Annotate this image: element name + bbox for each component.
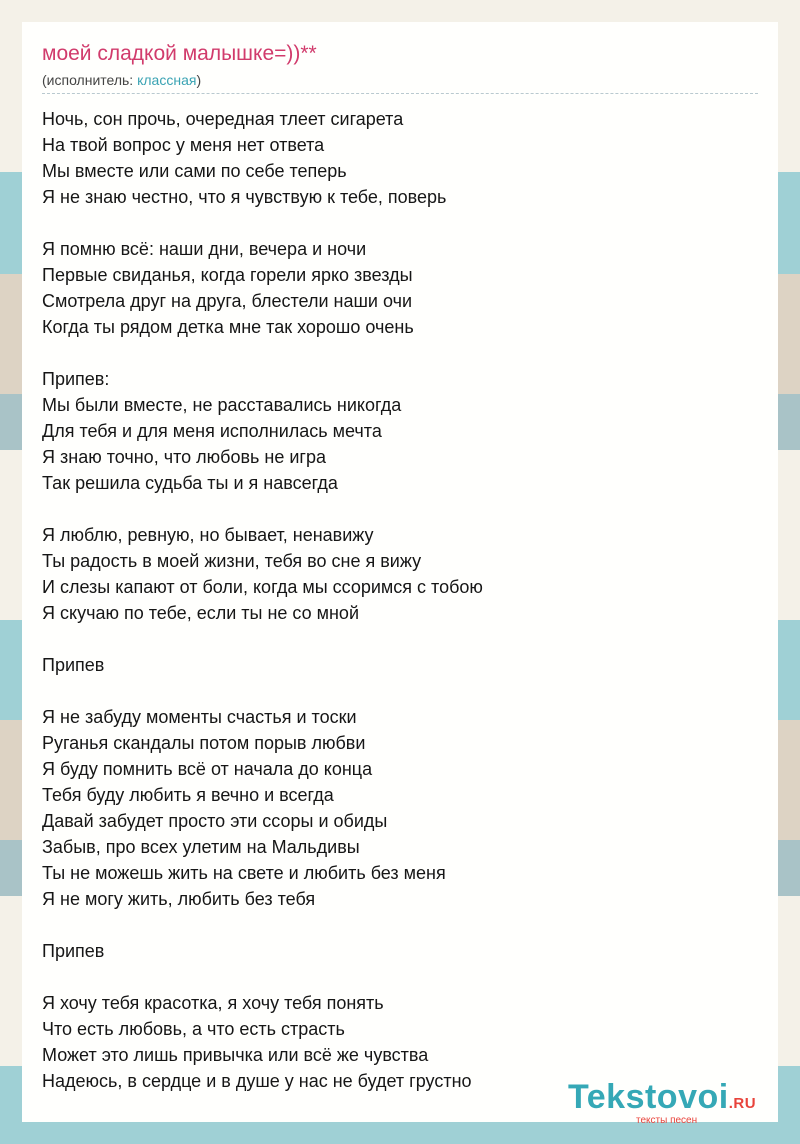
lyric-line: Я знаю точно, что любовь не игра [42, 447, 326, 467]
lyric-line: Я не могу жить, любить без тебя [42, 889, 316, 909]
lyric-line: Припев: [42, 369, 110, 389]
lyric-line: Смотрела друг на друга, блестели наши очи [42, 291, 413, 311]
artist-link[interactable]: классная [137, 72, 197, 88]
lyric-line: Ночь, сон прочь, очередная тлеет сигарета [42, 109, 404, 129]
lyric-line: Я не знаю честно, что я чувствую к тебе, поверь [42, 187, 447, 207]
lyric-line: Ты радость в моей жизни, тебя во сне я вижу [42, 551, 422, 571]
lyric-line: Ты не можешь жить на свете и любить без меня [42, 863, 446, 883]
logo-tld: .RU [728, 1095, 757, 1112]
artist-suffix: ) [196, 72, 202, 88]
song-title: моей сладкой малышке=))** [42, 42, 317, 65]
lyric-line: Может это лишь привычка или всё же чувства [42, 1045, 429, 1065]
lyric-line: Я скучаю по тебе, если ты не со мной [42, 603, 359, 623]
lyric-line: Так решила судьба ты и я навсегда [42, 473, 338, 493]
lyric-line: Я люблю, ревную, но бывает, ненавижу [42, 525, 374, 545]
lyrics-text [42, 106, 758, 1094]
lyric-line: Забыв, про всех улетим на Мальдивы [42, 837, 360, 857]
lyric-line: Давай забудет просто эти ссоры и обиды [42, 811, 388, 831]
lyric-line: Я не забуду моменты счастья и тоски [42, 707, 357, 727]
lyric-line: Что есть любовь, а что есть страсть [42, 1019, 345, 1039]
stanza-gap [42, 626, 758, 652]
stanza-gap [42, 340, 758, 366]
artist-line [42, 72, 201, 88]
lyric-line: Я хочу тебя красотка, я хочу тебя понять [42, 993, 384, 1013]
lyric-line: Мы были вместе, не расставались никогда [42, 395, 402, 415]
lyric-line: На твой вопрос у меня нет ответа [42, 135, 325, 155]
lyric-line: Надеюсь, в сердце и в душе у нас не будет грустно [42, 1071, 472, 1091]
stanza-gap [42, 496, 758, 522]
lyric-line: И слезы капают от боли, когда мы ссоримся с тобою [42, 577, 483, 597]
lyric-line: Для тебя и для меня исполнилась мечта [42, 421, 382, 441]
stanza-gap [42, 210, 758, 236]
lyric-line: Первые свиданья, когда горели ярко звезды [42, 265, 413, 285]
lyric-line: Припев [42, 941, 105, 961]
lyric-line: Мы вместе или сами по себе теперь [42, 161, 347, 181]
lyric-line: Припев [42, 655, 105, 675]
logo-name: Tekstovoi [568, 1078, 729, 1116]
lyrics-card [22, 22, 778, 1126]
stanza-gap [42, 912, 758, 938]
stanza-gap [42, 964, 758, 990]
logo-tagline: тексты песен [636, 1115, 698, 1126]
lyric-line: Когда ты рядом детка мне так хорошо очень [42, 317, 414, 337]
lyric-line: Я буду помнить всё от начала до конца [42, 759, 373, 779]
title-divider [42, 93, 758, 94]
lyric-line: Я помню всё: наши дни, вечера и ночи [42, 239, 367, 259]
stanza-gap [42, 678, 758, 704]
artist-prefix: (исполнитель: [42, 72, 138, 88]
lyric-line: Руганья скандалы потом порыв любви [42, 733, 366, 753]
lyric-line: Тебя буду любить я вечно и всегда [42, 785, 334, 805]
